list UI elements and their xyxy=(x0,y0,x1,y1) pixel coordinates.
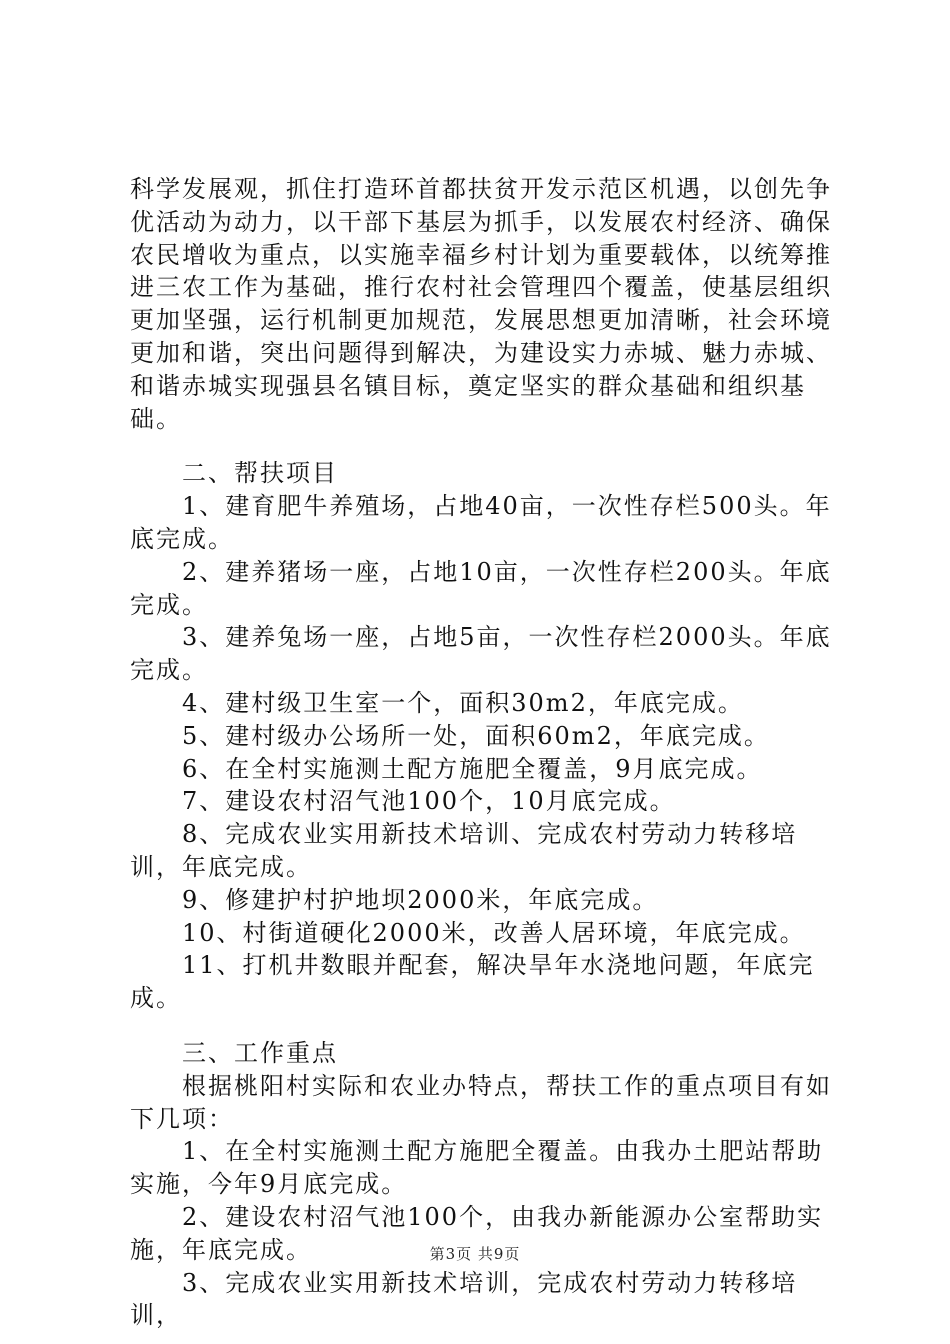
list-item: 1、在全村实施测土配方施肥全覆盖。由我办土肥站帮助实施，今年9月底完成。 xyxy=(130,1137,824,1199)
list-item: 3、建养兔场一座，占地5亩，一次性存栏2000头。年底完成。 xyxy=(130,623,832,685)
list-item: 10、村街道硬化2000米，改善人居环境，年底完成。 xyxy=(182,918,806,947)
list-item: 8、完成农业实用新技术培训、完成农村劳动力转移培训，年底完成。 xyxy=(130,820,798,881)
list-item: 7、建设农村沼气池100个，10月底完成。 xyxy=(182,787,676,816)
list-item: 3、完成农业实用新技术培训，完成农村劳动力转移培训， xyxy=(130,1268,798,1330)
section-heading-assistance-projects: 二、帮扶项目 xyxy=(182,459,338,488)
list-item: 1、建育肥牛养殖场，占地40亩，一次性存栏500头。年底完成。 xyxy=(130,492,832,553)
list-item: 4、建村级卫生室一个，面积30m2，年底完成。 xyxy=(182,688,744,717)
list-item: 6、在全村实施测土配方施肥全覆盖，9月底完成。 xyxy=(182,754,763,783)
list-item: 2、建设农村沼气池100个，由我办新能源办公室帮助实施，年底完成。 xyxy=(130,1202,824,1264)
page-number-footer: 第3页 共9页 xyxy=(429,1245,521,1263)
list-item: 5、建村级办公场所一处，面积60m2，年底完成。 xyxy=(182,721,770,750)
document-body xyxy=(130,173,840,1332)
list-item: 11、打机井数眼并配套，解决旱年水浇地问题，年底完成。 xyxy=(130,951,815,1013)
section-intro: 根据桃阳村实际和农业办特点，帮扶工作的重点项目有如下几项： xyxy=(130,1071,832,1133)
list-item: 9、修建护村护地坝2000米，年底完成。 xyxy=(182,885,659,914)
list-item: 2、建养猪场一座，占地10亩，一次性存栏200头。年底完成。 xyxy=(130,557,832,619)
section-heading-work-focus: 三、工作重点 xyxy=(182,1038,338,1067)
intro-paragraph: 科学发展观，抓住打造环首都扶贫开发示范区机遇，以创先争优活动为动力，以干部下基层为抓手，以发展农村经济、确保农民增收为重点，以实施幸福乡村计划为重要载体，以统筹推进三农工作为基础，推行农村社会管理四个覆盖，使基层组织更加坚强，运行机制更加规范，发展思想更加清晰，社会环境更加和谐，突出问题得到解决，为建设实力赤城、魅力赤城、和谐赤城实现强县名镇目标，奠定坚实的群众基础和组织基础。 xyxy=(130,175,832,433)
